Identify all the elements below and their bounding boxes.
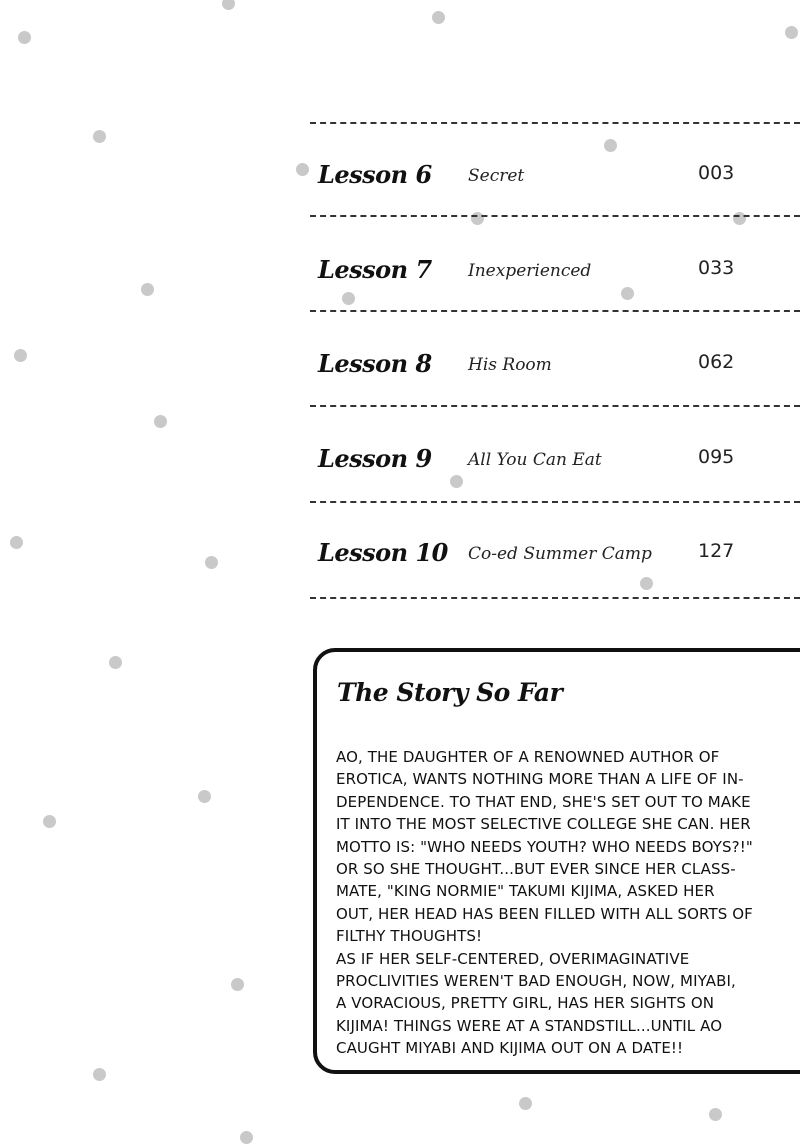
dot [109, 656, 122, 669]
page-number: 003 [698, 162, 735, 184]
story-line: KIJIMA! THINGS WERE AT A STANDSTILL...UNTIL AO [336, 1016, 723, 1035]
dot [222, 0, 235, 10]
lesson-number: Lesson 6 [318, 160, 432, 189]
lesson-title: Co-ed Summer Camp [468, 544, 652, 564]
dot [296, 163, 309, 176]
story-line: EROTICA, WANTS NOTHING MORE THAN A LIFE OF IN- [336, 770, 744, 789]
dot [640, 577, 653, 590]
toc-row-lesson-10[interactable] [310, 538, 800, 578]
dashed-divider [310, 215, 800, 217]
dot [14, 349, 27, 362]
dot [154, 415, 167, 428]
dot [240, 1131, 253, 1144]
dot [18, 31, 31, 44]
lesson-number: Lesson 8 [318, 349, 432, 378]
story-line: MOTTO IS: "WHO NEEDS YOUTH? WHO NEEDS BOYS?!" [336, 837, 753, 856]
lesson-title: Secret [468, 166, 525, 186]
dot [205, 556, 218, 569]
dashed-divider [310, 597, 800, 599]
lesson-number: Lesson 10 [318, 538, 448, 567]
dot [709, 1108, 722, 1121]
dot [10, 536, 23, 549]
dashed-divider [310, 405, 800, 407]
lesson-title: All You Can Eat [468, 450, 602, 470]
lesson-title: His Room [468, 355, 552, 375]
story-heading: The Story So Far [337, 678, 563, 707]
dashed-divider [310, 122, 800, 124]
page-number: 033 [698, 257, 735, 279]
page-number: 127 [698, 540, 735, 562]
story-line: MATE, "KING NORMIE" TAKUMI KIJIMA, ASKED HER [336, 882, 715, 901]
story-so-far-box [313, 648, 800, 1074]
lesson-number: Lesson 7 [318, 255, 432, 284]
story-line: DEPENDENCE. TO THAT END, SHE'S SET OUT TO MAKE [336, 792, 751, 811]
story-line: A VORACIOUS, PRETTY GIRL, HAS HER SIGHTS ON [336, 994, 715, 1013]
dashed-divider [310, 501, 800, 503]
story-line: PROCLIVITIES WEREN'T BAD ENOUGH, NOW, MIYABI, [336, 972, 736, 991]
toc-row-lesson-7[interactable] [310, 255, 800, 295]
dot [733, 212, 746, 225]
dot [93, 1068, 106, 1081]
page-number: 062 [698, 351, 735, 373]
dot [141, 283, 154, 296]
dot [231, 978, 244, 991]
story-line: AO, THE DAUGHTER OF A RENOWNED AUTHOR OF [336, 748, 720, 766]
story-text [336, 746, 800, 1060]
dot [93, 130, 106, 143]
dot [785, 26, 798, 39]
dot [432, 11, 445, 24]
dot [471, 212, 484, 225]
dot [519, 1097, 532, 1110]
toc-row-lesson-8[interactable] [310, 349, 800, 389]
lesson-title: Inexperienced [468, 261, 592, 281]
story-line: IT INTO THE MOST SELECTIVE COLLEGE SHE CAN. HER [336, 815, 751, 834]
story-line: OUT, HER HEAD HAS BEEN FILLED WITH ALL SORTS OF [336, 904, 753, 923]
story-line: FILTHY THOUGHTS! [336, 927, 483, 946]
dot [604, 139, 617, 152]
lesson-number: Lesson 9 [318, 444, 432, 473]
story-line: AS IF HER SELF-CENTERED, OVERIMAGINATIVE [336, 949, 690, 968]
story-line: CAUGHT MIYABI AND KIJIMA OUT ON A DATE!! [336, 1039, 684, 1058]
dashed-divider [310, 310, 800, 312]
toc-row-lesson-6[interactable] [310, 160, 800, 200]
dot [43, 815, 56, 828]
toc-row-lesson-9[interactable] [310, 444, 800, 484]
story-line: OR SO SHE THOUGHT...BUT EVER SINCE HER CLASS- [336, 860, 736, 879]
page-number: 095 [698, 446, 735, 468]
dot [198, 790, 211, 803]
